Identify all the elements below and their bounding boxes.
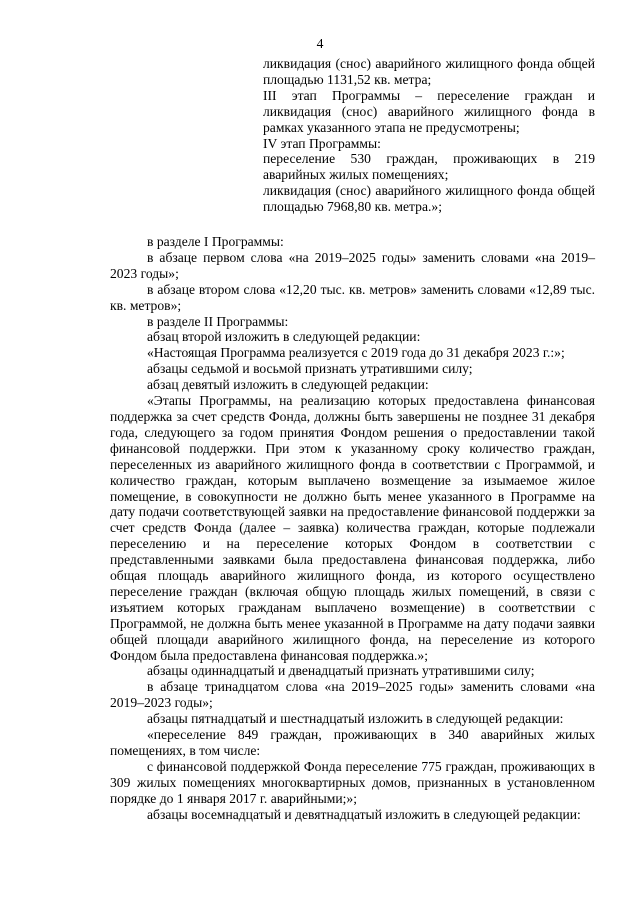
paragraph: «переселение 849 граждан, проживающих в 340 аварийных жилых помещениях, в том числе:: [110, 727, 595, 758]
page-number: 4: [316, 36, 324, 51]
paragraph: абзац второй изложить в следующей редакции:: [147, 329, 421, 345]
paragraph: абзацы пятнадцатый и шестнадцатый изложить в следующей редакции:: [147, 711, 564, 727]
text-line: ликвидация (снос) аварийного жилищного фонда общей площадью 7968,80 кв. метра.»;: [263, 183, 595, 215]
text-line: IV этап Программы:: [263, 135, 381, 151]
paragraph: абзац девятый изложить в следующей редакции:: [147, 377, 429, 393]
paragraph: с финансовой поддержкой Фонда переселение 775 граждан, проживающих в 309 жилых помещениях многоквартирных домов, признанных в установленном порядке до 1 января 2017 г. аварийными;»;: [110, 758, 595, 806]
text-line: III этап Программы – переселение граждан и ликвидация (снос) аварийного жилищного фонда в рамках указанного этапа не предусмотрены;: [263, 87, 595, 135]
paragraph: в разделе II Программы:: [147, 313, 289, 329]
paragraph: в абзаце втором слова «12,20 тыс. кв. метров» заменить словами «12,89 тыс. кв. метров»;: [110, 281, 595, 313]
paragraph: «Настоящая Программа реализуется с 2019 года до 31 декабря 2023 г.:»;: [147, 345, 565, 361]
paragraph: абзацы восемнадцатый и девятнадцатый изложить в следующей редакции:: [147, 806, 581, 822]
paragraph: «Этапы Программы, на реализацию которых предоставлена финансовая поддержка за счет средств Фонда, должны быть завершены не позднее 31 декабря года, следующего за годом принятия Фондом решения о предоставлении такой финансовой поддержки. При этом к указанному сроку количество граждан, переселенных из аварийного жилищного фонда в соответствии с Программой, и количество граждан, которым выплачено возмещение за изымаемое жилое помещение, в совокупности не должно быть менее указанного в Программе на дату подачи соответствующей заявки на предоставление финансовой поддержки за счет средств Фонда (далее – заявка) количества граждан, которые подлежали переселению и на переселение которых Фондом в соответствии с представленными заявками была предоставлена финансовая поддержка, либо общая площадь аварийного жилищного фонда, из которого осуществлено переселение граждан (включая общую площадь жилых помещений, в связи с изъятием которых гражданам выплачено возмещение) в соответствии с Программой, не должна быть менее указанной в Программе на дату подачи заявки общей площади аварийного жилищного фонда, на переселение из которого Фондом была предоставлена финансовая поддержка.»;: [110, 393, 595, 663]
paragraph: в абзаце первом слова «на 2019–2025 годы» заменить словами «на 2019–2023 годы»;: [110, 249, 595, 281]
paragraph: в абзаце тринадцатом слова «на 2019–2025 годы» заменить словами «на 2019–2023 годы»;: [110, 679, 595, 711]
amendment-text-block: [263, 56, 595, 215]
text-line: переселение 530 граждан, проживающих в 219 аварийных жилых помещениях;: [263, 151, 595, 183]
paragraph: абзацы седьмой и восьмой признать утратившими силу;: [147, 361, 473, 377]
text-line: ликвидация (снос) аварийного жилищного фонда общей площадью 1131,52 кв. метра;: [263, 56, 595, 87]
paragraph: в разделе I Программы:: [147, 234, 284, 249]
document-body: [110, 234, 595, 823]
paragraph: абзацы одиннадцатый и двенадцатый признать утратившими силу;: [147, 663, 535, 679]
